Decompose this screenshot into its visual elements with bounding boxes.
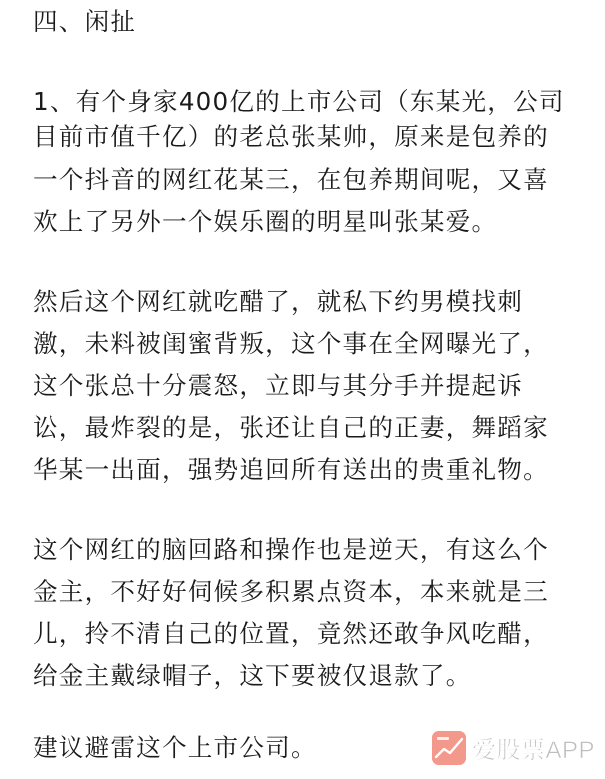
section-heading: 四、闲扯 xyxy=(33,7,137,36)
paragraph-line: 给金主戴绿帽子，这下要被仅退款了。 xyxy=(33,661,472,690)
stock-chart-logo-icon xyxy=(432,731,466,765)
paragraph-line: 一个抖音的网红花某三，在包养期间呢，又喜 xyxy=(33,165,549,194)
paragraph-line: 这个网红的脑回路和操作也是逆天，有这么个 xyxy=(33,535,549,564)
paragraph-line: 1、有个身家400亿的上市公司（东某光，公司 xyxy=(33,87,565,116)
app-watermark xyxy=(432,730,595,765)
paragraph-line: 华某一出面，强势追回所有送出的贵重礼物。 xyxy=(33,455,549,484)
paragraph-line: 讼，最炸裂的是，张还让自己的正妻，舞蹈家 xyxy=(33,413,549,442)
paragraph-line: 欢上了另外一个娱乐圈的明星叫张某爱。 xyxy=(33,207,498,236)
paragraph-line: 这个张总十分震怒，立即与其分手并提起诉 xyxy=(33,371,524,400)
watermark-text: 爱股票APP xyxy=(471,737,595,764)
paragraph-line: 然后这个网红就吃醋了，就私下约男模找刺 xyxy=(33,287,524,316)
paragraph-line: 儿，拎不清自己的位置，竟然还敢争风吃醋， xyxy=(33,619,549,648)
paragraph-line: 目前市值千亿）的老总张某帅，原来是包养的 xyxy=(33,122,549,151)
paragraph-line: 激，未料被闺蜜背叛，这个事在全网曝光了， xyxy=(33,329,549,358)
paragraph-line: 金主，不好好伺候多积累点资本，本来就是三 xyxy=(33,577,549,606)
paragraph-line: 建议避雷这个上市公司。 xyxy=(33,733,317,762)
